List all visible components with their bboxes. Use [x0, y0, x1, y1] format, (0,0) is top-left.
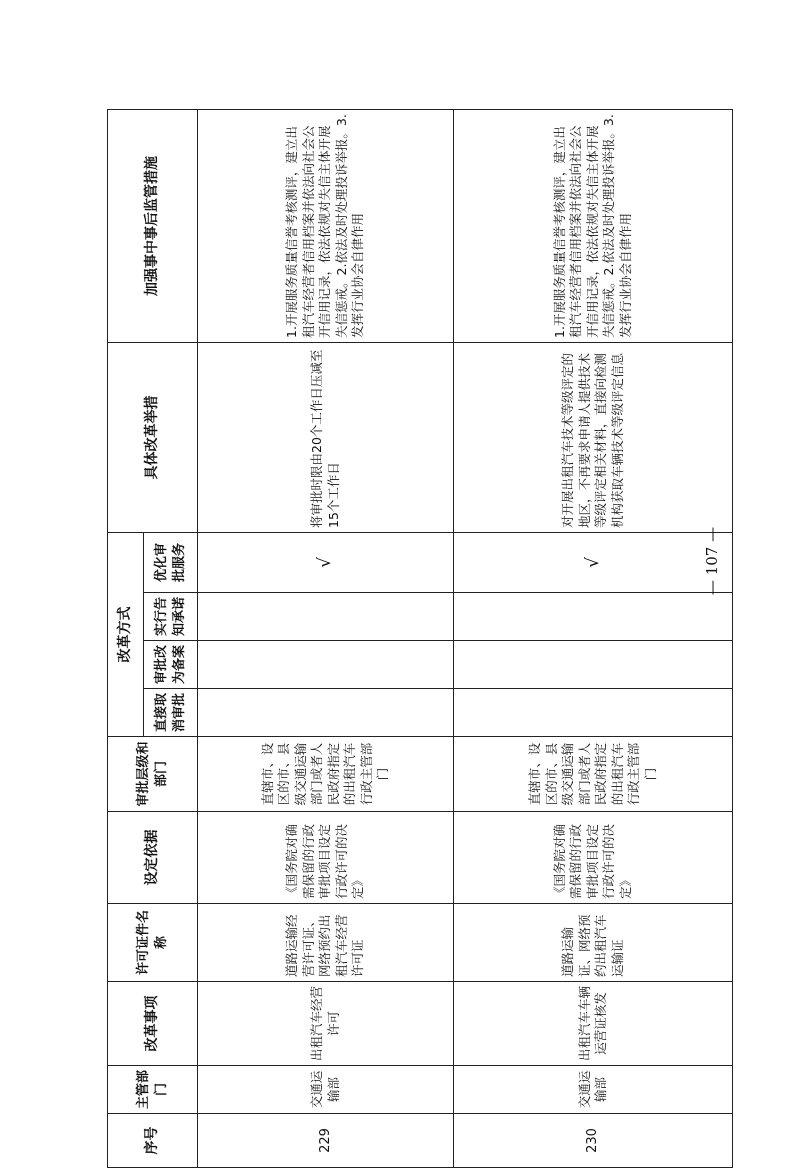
row-seq: 230 — [454, 1114, 733, 1168]
row-cancel — [198, 689, 454, 737]
row-filing — [198, 641, 454, 689]
row-license: 道路运输经营许可证、网络预约出租汽车经营许可证 — [198, 904, 454, 982]
header-mode-optimize: 优化审批服务 — [144, 533, 198, 593]
header-dept: 主管部门 — [108, 1066, 198, 1114]
row-supervision: 1.开展服务质量信誉考核测评，建立出租汽车经营者信用档案并依法向社会公开信用记录，依法依规对失信主体开展失信惩戒。2.依法及时处理投诉举报。3.发挥行业协会自律作用 — [454, 110, 733, 343]
rotated-table-sheet — [107, 110, 732, 1168]
row-dept: 交通运输部 — [454, 1066, 733, 1114]
header-item: 改革事项 — [108, 982, 198, 1066]
row-basis: 《国务院对确需保留的行政审批项目设定行政许可的决定》 — [198, 812, 454, 904]
row-filing — [454, 641, 733, 689]
row-license: 道路运输证、网络预约出租汽车运输证 — [454, 904, 733, 982]
header-basis: 设定依据 — [108, 812, 198, 904]
row-seq: 229 — [198, 1114, 454, 1168]
row-cancel — [454, 689, 733, 737]
header-row — [108, 110, 144, 1168]
header-level: 审批层级和部门 — [108, 737, 198, 812]
table-row — [198, 110, 454, 1168]
header-mode-filing: 审批改为备案 — [144, 641, 198, 689]
row-notify — [454, 593, 733, 641]
table-row — [454, 110, 733, 1168]
header-seq: 序号 — [108, 1114, 198, 1168]
row-measures: 将审批时限由20个工作日压减至15个工作日 — [198, 343, 454, 533]
row-optimize-check: √ — [454, 533, 733, 593]
page-number: — 107 — — [703, 526, 721, 596]
header-license: 许可证件名称 — [108, 904, 198, 982]
row-supervision: 1.开展服务质量信誉考核测评，建立出租汽车经营者信用档案并依法向社会公开信用记录，依法依规对失信主体开展失信惩戒。2.依法及时处理投诉举报。3.发挥行业协会自律作用 — [198, 110, 454, 343]
row-item: 出租汽车车辆运营证核发 — [454, 982, 733, 1066]
row-optimize-check: √ — [198, 533, 454, 593]
row-dept: 交通运输部 — [198, 1066, 454, 1114]
row-measures: 对开展出租汽车技术等级评定的地区，不再要求申请人提供技术等级评定相关材料，直接向检测机构获取车辆技术等级评定信息 — [454, 343, 733, 533]
header-measures: 具体改革举措 — [108, 343, 198, 533]
header-mode-cancel: 直接取消审批 — [144, 689, 198, 737]
header-mode-notify: 实行告知承诺 — [144, 593, 198, 641]
row-level: 直辖市、设区的市、县级交通运输部门或者人民政府指定的出租汽车行政主管部门 — [198, 737, 454, 812]
header-supervision: 加强事中事后监管措施 — [108, 110, 198, 343]
row-basis: 《国务院对确需保留的行政审批项目设定行政许可的决定》 — [454, 812, 733, 904]
header-mode: 改革方式 — [108, 533, 144, 737]
reform-table — [107, 109, 733, 1168]
row-notify — [198, 593, 454, 641]
row-item: 出租汽车经营许可 — [198, 982, 454, 1066]
row-level: 直辖市、设区的市、县级交通运输部门或者人民政府指定的出租汽车行政主管部门 — [454, 737, 733, 812]
